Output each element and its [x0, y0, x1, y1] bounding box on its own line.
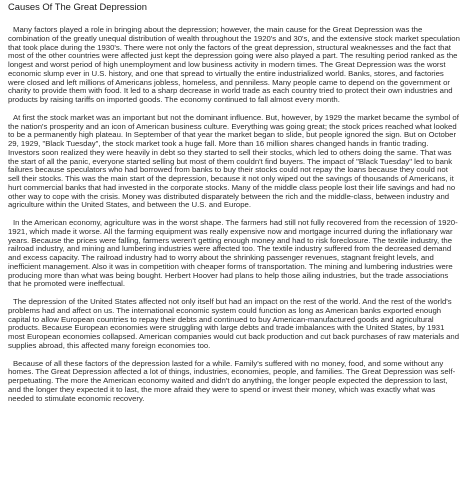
paragraph-conclusion: Because of all these factors of the depression lasted for a while. Family's suffered with no money, food, and some without any homes. The Great Depression affected a lot of things, industries, economies, people, and families. The Great Depression was self- perpetuating. The more the American economy waited and didn't do anything, the longer people expected the depression to last, and the longer they expected it to last, the more afraid they were to spend or invest their money, which was exactly what was needed to stimulate economic recovery.: [8, 358, 456, 403]
paragraph-causes-overview: Many factors played a role in bringing about the depression; however, the main cause for the Great Depression was the combination of the greatly unequal distribution of wealth throughout the 1920's and 30's, and the extensive stock market speculation that took place during the 1930's. There were not only the factors of the great depression, structural weaknesses and the fact that most of the other countries were affected just kept the depression going were also played a part. The resulting period ranked as the longest and worst period of high unemployment and low business activity in modern times. The Great Depression was the worst economic slump ever in U.S. history, and one that spread to virtually the entire industrialized world. Banks, stores, and factories were closed and left millions of Americans jobless, homeless, and penniless. Many people came to depend on the government or charity to provide them with food. It led to a sharp decrease in world trade as each country tried to protect their own industries and products by raising tariffs on imported goods. The economy continued to fall almost every month.: [8, 25, 460, 104]
paragraph-world-impact: The depression of the United States affected not only itself but had an impact on the rest of the world. And the rest of the world's problems had and affect on us. The international economic system could function as long as American banks exported enough capital to allow European countries to repay their debts and continued to buy American-manufactured goods and agricultural products. Because European economies were struggling with large debts and trade imbalances with the United States, by 1931 most European economies collapsed. American companies would cut back production and cut back purchases of raw materials and supplies abroad, this affected many foreign economies too.: [8, 297, 460, 350]
document-title: Causes Of The Great Depression: [8, 1, 147, 12]
paragraph-agriculture: In the American economy, agriculture was in the worst shape. The farmers had still not fully recovered from the recession of 1920-1921, which made it worse. All the farming equipment was really expensive now and mortgage incurred during the inflationary war years. Because the prices were falling, farmers weren't getting enough money and had to risk foreclosure. The textile industry, the railroad industry, and mining and lumbering industries were affected too. The textile industry suffered from the decreased demand and excess capacity. The railroad industry had to worry about the shrinking passenger revenues, stagnant freight levels, and inefficient management. Also it was in competition with cheaper forms of transportation. The mining and lumbering industries were producing more than what was being bought. Herbert Hoover had plans to help those ailing industries, but the trade associations that he promoted were ineffectual.: [8, 218, 458, 289]
paragraph-stock-market: At first the stock market was an important but not the dominant influence. But, however, by 1929 the market became the symbol of the nation's prosperity and an icon of American business culture. Everything was going great; the stock prices reached what looked to be a permanently high plateau. In September of that year the market began to slide, but people ignored the sign. But on October 29, 1929, "Black Tuesday", the stock market took a huge fall. More than 16 million shares changed hands in frantic trading. Investors soon realized they were heavily in debt so they started to sell their stocks, which led to others doing the same. That was the start of all the panic, everyone started selling but most of them couldn't find buyers. The impact of "Black Tuesday" led to bank failures because speculators who had borrowed from banks to buy their stocks could not repay the loans because they could not sell their stocks. This was the main start of the depression, because it not only wiped out the savings of thousands of Americans, it hurt commercial banks that had invested in the corporate stocks. Many of the middle class people lost their life savings and had no other way to cope with the crisis. Money was distributed disparately between the rich and the middle-class, between industry and agriculture within the United States, and between the U.S. and Europe.: [8, 112, 459, 210]
